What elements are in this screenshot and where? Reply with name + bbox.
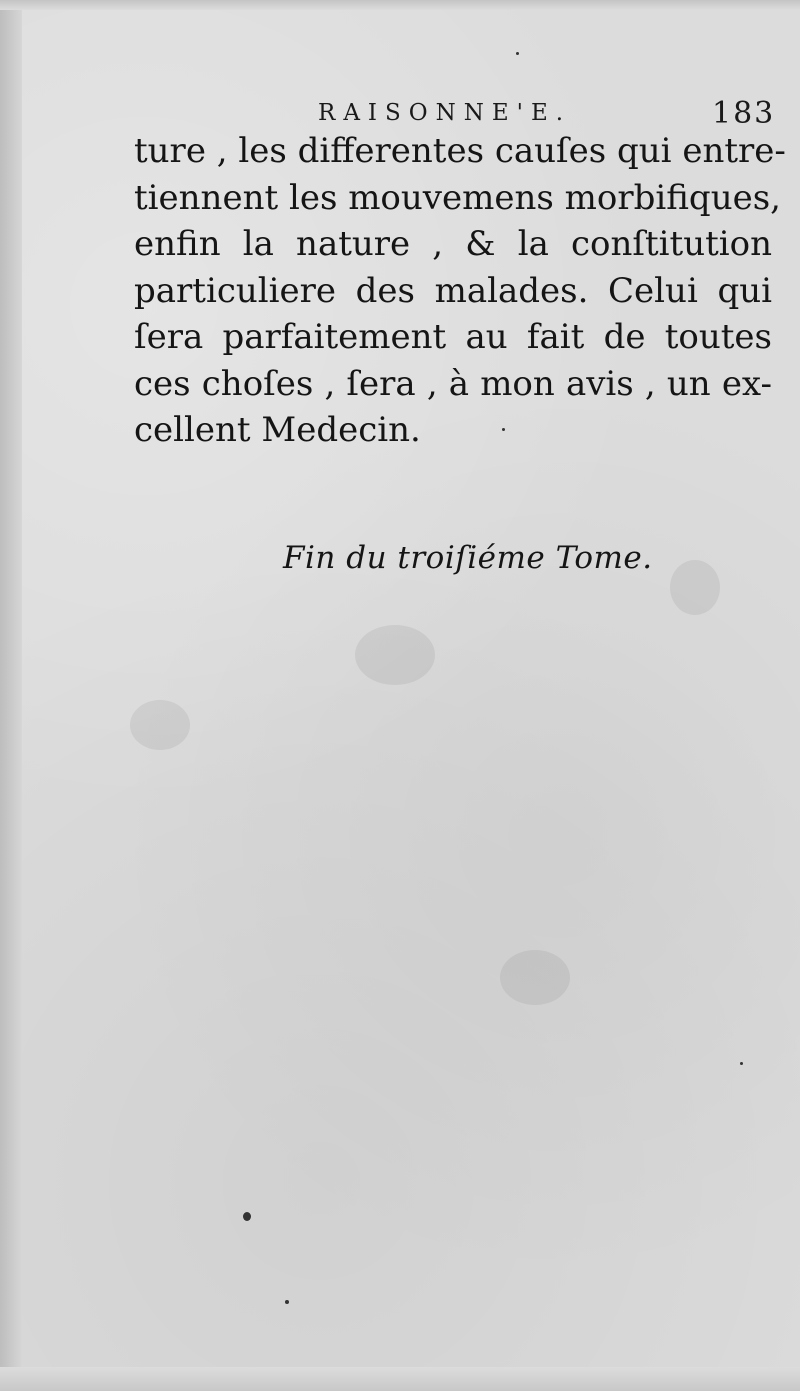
paper-stain [355, 625, 435, 685]
paper-stain [500, 950, 570, 1005]
paper-speck [516, 52, 519, 55]
running-head: RAISONNE'E. [318, 100, 572, 126]
body-paragraph [134, 128, 786, 454]
paper-stain [670, 560, 720, 615]
paper-stain [130, 700, 190, 750]
text-line: ture , les differentes cauſes qui entre- [134, 131, 786, 171]
page-bottom-shadow [0, 1367, 800, 1391]
page-top-shadow [0, 0, 800, 10]
paper-speck [740, 1062, 743, 1065]
page-gutter-shadow [0, 0, 22, 1391]
text-line: cellent Medecin. [134, 410, 421, 450]
text-line: particuliere des malades. Celui qui [134, 270, 772, 311]
paper-speck [285, 1300, 289, 1304]
text-line: ſera parfaitement au fait de toutes [134, 317, 772, 357]
text-line: enfin la nature , & la conſtitution [134, 224, 772, 264]
text-line: ces choſes , ſera , à mon avis , un ex- [134, 363, 772, 404]
paper-speck [243, 1212, 251, 1221]
text-line: tiennent les mouvemens morbifiques, [134, 177, 781, 218]
page-number: 183 [712, 96, 776, 131]
end-of-volume-note: Fin du troiſiéme Tome. [283, 540, 653, 576]
